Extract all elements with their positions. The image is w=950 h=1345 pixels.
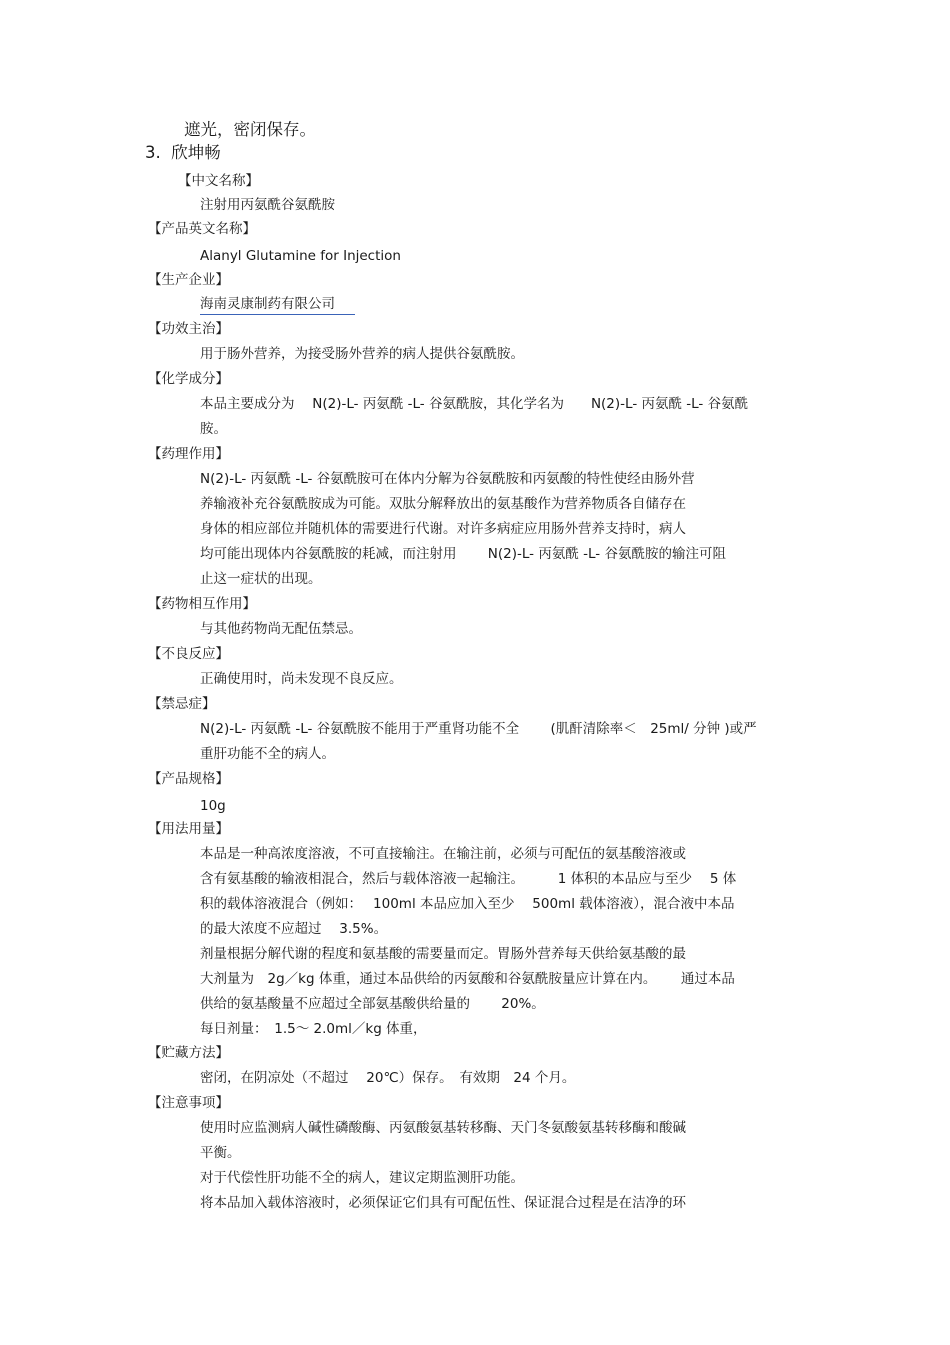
indications-value: 用于肠外营养，为接受肠外营养的病人提供谷氨酰胺。 [200, 346, 524, 362]
dosage-line: 剂量根据分解代谢的程度和氨基酸的需要量而定。胃肠外营养每天供给氨基酸的最 [200, 946, 686, 962]
precautions-line: 平衡。 [200, 1145, 241, 1161]
adverse-value: 正确使用时，尚未发现不良反应。 [200, 671, 403, 687]
contraindications-line: N(2)-L- 丙氨酰 -L- 谷氨酰胺不能用于严重肾功能不全 (肌酐清除率＜ 25ml/ 分钟 )或严 [200, 721, 757, 737]
chinese-name-label: 【中文名称】 [178, 173, 259, 189]
section-number: 3. [145, 143, 161, 162]
spec-value: 10g [200, 798, 226, 814]
storage-label: 【贮藏方法】 [148, 1045, 229, 1061]
intro-line: 遮光，密闭保存。 [184, 120, 316, 139]
pharmacology-line: N(2)-L- 丙氨酰 -L- 谷氨酰胺可在体内分解为谷氨酰胺和丙氨酸的特性使经由肠外营 [200, 471, 695, 487]
dosage-label: 【用法用量】 [148, 821, 229, 837]
storage-value: 密闭，在阴凉处（不超过 20℃）保存。 有效期 24 个月。 [200, 1070, 576, 1086]
pharmacology-line: 均可能出现体内谷氨酰胺的耗减，而注射用 N(2)-L- 丙氨酰 -L- 谷氨酰胺的输注可阻 [200, 546, 726, 562]
section-heading [145, 142, 221, 164]
contraindications-label: 【禁忌症】 [148, 696, 216, 712]
dosage-line: 本品是一种高浓度溶液，不可直接输注。在输注前，必须与可配伍的氨基酸溶液或 [200, 846, 686, 862]
indications-label: 【功效主治】 [148, 321, 229, 337]
precautions-label: 【注意事项】 [148, 1095, 229, 1111]
dosage-line: 积的载体溶液混合（例如： 100ml 本品应加入至少 500ml 载体溶液），混合液中本品 [200, 896, 735, 912]
precautions-line: 使用时应监测病人碱性磷酸酶、丙氨酸氨基转移酶、天门冬氨酸氨基转移酶和酸碱 [200, 1120, 686, 1136]
adverse-label: 【不良反应】 [148, 646, 229, 662]
manufacturer-value: 海南灵康制药有限公司 [200, 295, 355, 315]
composition-label: 【化学成分】 [148, 371, 229, 387]
spec-label: 【产品规格】 [148, 771, 229, 787]
chinese-name-value: 注射用丙氨酰谷氨酰胺 [200, 197, 335, 213]
contraindications-line: 重肝功能不全的病人。 [200, 746, 335, 762]
interactions-label: 【药物相互作用】 [148, 596, 256, 612]
manufacturer-label: 【生产企业】 [148, 272, 229, 288]
dosage-line: 供给的氨基酸量不应超过全部氨基酸供给量的 20%。 [200, 996, 545, 1012]
dosage-line: 含有氨基酸的输液相混合，然后与载体溶液一起输注。 1 体积的本品应与至少 5 体 [200, 871, 737, 887]
interactions-value: 与其他药物尚无配伍禁忌。 [200, 621, 362, 637]
english-name-value: Alanyl Glutamine for Injection [200, 248, 401, 264]
pharmacology-line: 止这一症状的出现。 [200, 571, 322, 587]
dosage-line: 大剂量为 2g／kg 体重，通过本品供给的丙氨酸和谷氨酰胺量应计算在内。 通过本品 [200, 971, 735, 987]
pharmacology-line: 身体的相应部位并随机体的需要进行代谢。对许多病症应用肠外营养支持时，病人 [200, 521, 686, 537]
composition-line: 本品主要成分为 N(2)-L- 丙氨酰 -L- 谷氨酰胺，其化学名为 N(2)-L- 丙氨酰 -L- 谷氨酰 [200, 396, 749, 412]
precautions-line: 对于代偿性肝功能不全的病人，建议定期监测肝功能。 [200, 1170, 524, 1186]
section-title: 欣坤畅 [171, 143, 221, 162]
pharmacology-line: 养输液补充谷氨酰胺成为可能。双肽分解释放出的氨基酸作为营养物质各自储存在 [200, 496, 686, 512]
dosage-line: 的最大浓度不应超过 3.5%。 [200, 921, 388, 937]
dosage-line: 每日剂量： 1.5～ 2.0ml／kg 体重， [200, 1021, 427, 1037]
pharmacology-label: 【药理作用】 [148, 446, 229, 462]
english-name-label: 【产品英文名称】 [148, 221, 256, 237]
precautions-line: 将本品加入载体溶液时，必须保证它们具有可配伍性、保证混合过程是在洁净的环 [200, 1195, 686, 1211]
composition-line: 胺。 [200, 421, 227, 437]
